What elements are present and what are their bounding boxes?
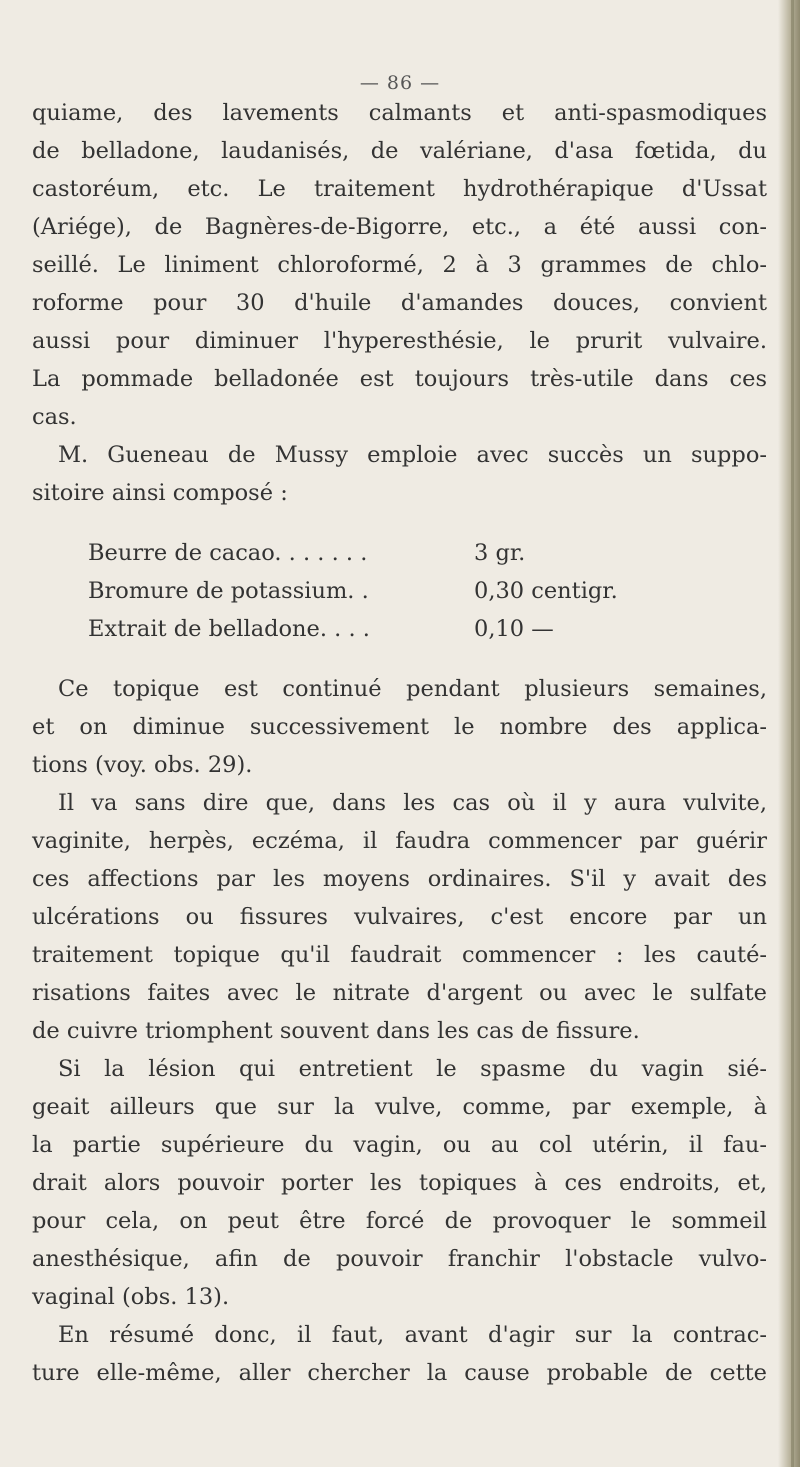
recipe-quantity: 0,10 — [474,616,554,642]
recipe-quantity: 0,30 centigr. [474,578,618,604]
text-line: traitement topique qu'il faudrait commencer : les cauté- [32,942,767,968]
text-line: En résumé donc, il faut, avant d'agir sur la contrac- [58,1322,767,1348]
text-line: quiame, des lavements calmants et anti-spasmodiques [32,100,767,126]
text-line: vaginal (obs. 13). [32,1284,230,1310]
text-line: tions (voy. obs. 29). [32,752,253,778]
text-line: La pommade belladonée est toujours très-utile dans ces [32,366,767,392]
text-line: ture elle-même, aller chercher la cause probable de cette [32,1360,767,1386]
text-line: Si la lésion qui entretient le spasme du vagin sié- [58,1056,767,1082]
text-line: roforme pour 30 d'huile d'amandes douces, convient [32,290,767,316]
text-line: et on diminue successivement le nombre des applica- [32,714,767,740]
text-line: de belladone, laudanisés, de valériane, d'asa fœtida, du [32,138,767,164]
text-line: castoréum, etc. Le traitement hydrothérapique d'Ussat [32,176,767,202]
text-line: Ce topique est continué pendant plusieurs semaines, [58,676,767,702]
text-line: de cuivre triomphent souvent dans les cas de fissure. [32,1018,640,1044]
text-line: seillé. Le liniment chloroformé, 2 à 3 grammes de chlo- [32,252,767,278]
recipe-quantity: 3 gr. [474,540,526,566]
text-line: risations faites avec le nitrate d'argent ou avec le sulfate [32,980,767,1006]
text-line: sitoire ainsi composé : [32,480,288,506]
recipe-ingredient: Extrait de belladone. . . . [88,616,370,642]
page-edge-shadow [778,0,800,1467]
text-line: M. Gueneau de Mussy emploie avec succès un suppo- [58,442,767,468]
text-line: (Ariége), de Bagnères-de-Bigorre, etc., a été aussi con- [32,214,767,240]
text-line: anesthésique, afin de pouvoir franchir l'obstacle vulvo- [32,1246,767,1272]
recipe-ingredient: Beurre de cacao. . . . . . . [88,540,368,566]
recipe-ingredient: Bromure de potassium. . [88,578,369,604]
text-line: Il va sans dire que, dans les cas où il y aura vulvite, [58,790,767,816]
text-line: aussi pour diminuer l'hyperesthésie, le prurit vulvaire. [32,328,767,354]
text-line: ulcérations ou fissures vulvaires, c'est encore par un [32,904,767,930]
text-line: pour cela, on peut être forcé de provoquer le sommeil [32,1208,767,1234]
text-line: cas. [32,404,77,430]
text-line: la partie supérieure du vagin, ou au col utérin, il fau- [32,1132,767,1158]
text-line: drait alors pouvoir porter les topiques à ces endroits, et, [32,1170,767,1196]
page-number: — 86 — [359,72,441,94]
page-edge-line [791,0,794,1467]
text-line: geait ailleurs que sur la vulve, comme, par exemple, à [32,1094,767,1120]
text-line: vaginite, herpès, eczéma, il faudra commencer par guérir [32,828,767,854]
text-line: ces affections par les moyens ordinaires. S'il y avait des [32,866,767,892]
